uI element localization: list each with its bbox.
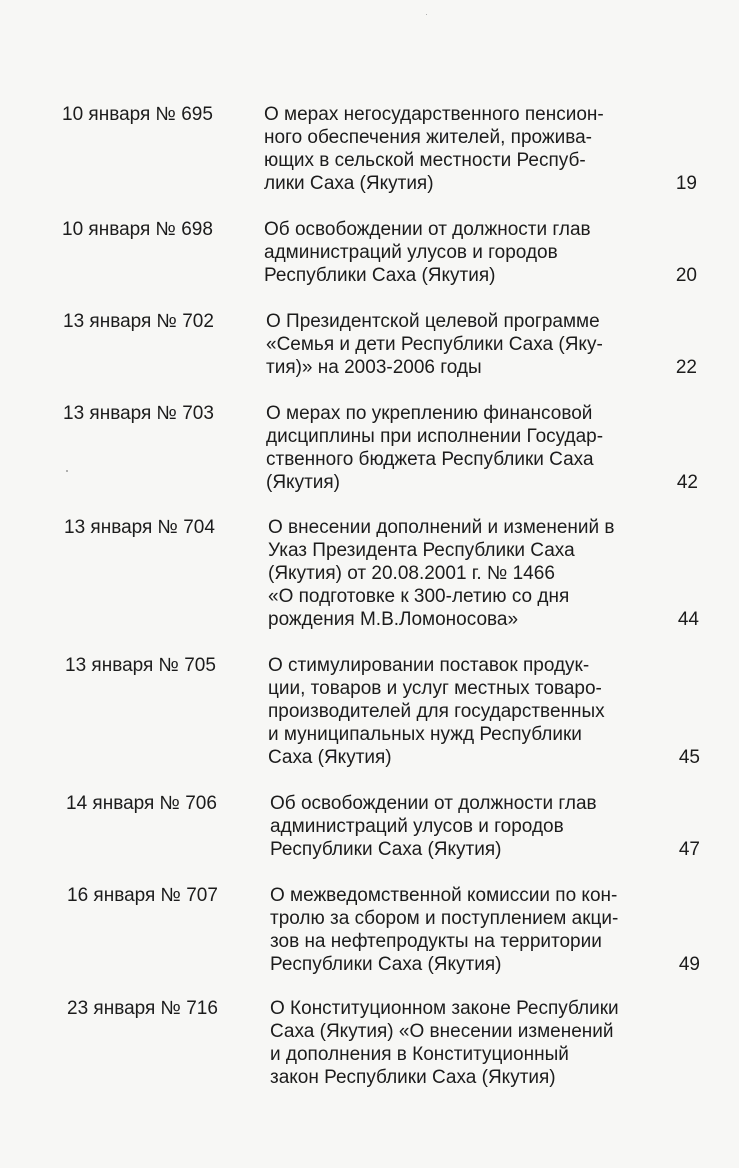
entry-title [270, 997, 619, 1089]
entry-date: 10 января № 695 [62, 104, 213, 125]
entry-date: 23 января № 716 [67, 998, 218, 1019]
entry-title-line: О Президентской целевой программе [266, 311, 600, 332]
entry-title-line: Саха (Якутия) «О внесении изменений [270, 1021, 614, 1042]
entry-title-line: администраций улусов и городов [270, 816, 564, 837]
entry-title-line: (Якутия) [266, 472, 341, 493]
entry-date: 13 января № 704 [64, 517, 215, 538]
entry-title-line: (Якутия) от 20.08.2001 г. № 1466 [268, 563, 555, 584]
entry-title-line: дисциплины при исполнении Государ- [266, 426, 604, 447]
entry-title-line: «О подготовке к 300-летию со дня [268, 586, 570, 607]
entry-title-line: «Семья и дети Республики Саха (Яку- [266, 334, 603, 355]
entry-date: 10 января № 698 [62, 219, 213, 240]
scan-speck [426, 14, 427, 15]
entry-title-line: Республики Саха (Якутия) [270, 839, 502, 860]
entry-date: 16 января № 707 [67, 885, 218, 906]
entry-title-line: О стимулировании поставок продук- [268, 655, 590, 676]
entry-title-line: Республики Саха (Якутия) [270, 954, 502, 975]
entry-title-line: О межведомственной комиссии по кон- [270, 885, 618, 906]
entry-title-line: Республики Саха (Якутия) [264, 265, 496, 286]
entry-title-line: О внесении дополнений и изменений в [268, 517, 615, 538]
entry-title [268, 516, 615, 631]
entry-title [270, 884, 618, 976]
entry-page-number: 42 [676, 472, 698, 493]
entry-title-line: зов на нефтепродукты на территории [270, 931, 602, 952]
entry-title-line: администраций улусов и городов [264, 242, 558, 263]
entry-title [266, 402, 603, 494]
entry-page-number: 44 [677, 609, 699, 630]
entry-title-line: лики Саха (Якутия) [264, 173, 434, 194]
entry-title-line: Об освобождении от должности глав [270, 793, 597, 814]
entry-date: 13 января № 705 [65, 655, 216, 676]
entry-page-number: 19 [675, 173, 697, 194]
entry-title-line: ственного бюджета Республики Саха [266, 449, 594, 470]
entry-title [268, 654, 605, 769]
entry-date: 13 января № 702 [63, 311, 214, 332]
entry-title [264, 218, 591, 287]
scan-speck [66, 470, 68, 472]
entry-title-line: и муниципальных нужд Республики [268, 724, 582, 745]
entry-title-line: О мерах негосударственного пенсион- [264, 104, 604, 125]
entry-title [264, 103, 604, 195]
entry-page-number: 20 [675, 265, 697, 286]
entry-page-number: 45 [678, 747, 700, 768]
entry-date: 13 января № 703 [63, 403, 214, 424]
entry-title-line: О Конституционном законе Республики [270, 998, 619, 1019]
entry-title-line: ции, товаров и услуг местных товаро- [268, 678, 602, 699]
entry-title-line: производителей для государственных [268, 701, 605, 722]
entry-title-line: ного обеспечения жителей, прожива- [264, 127, 592, 148]
entry-title-line: тролю за сбором и поступлением акци- [270, 908, 619, 929]
entry-title [266, 310, 603, 379]
entry-date: 14 января № 706 [66, 793, 217, 814]
entry-title [270, 792, 597, 861]
entry-title-line: Об освобождении от должности глав [264, 219, 591, 240]
entry-page-number: 49 [678, 954, 700, 975]
entry-title-line: Указ Президента Республики Саха [268, 540, 575, 561]
entry-title-line: О мерах по укреплению финансовой [266, 403, 593, 424]
entry-title-line: Саха (Якутия) [268, 747, 392, 768]
entry-title-line: рождения М.В.Ломоносова» [268, 609, 519, 630]
entry-page-number: 22 [675, 357, 697, 378]
entry-title-line: тия)» на 2003-2006 годы [266, 357, 482, 378]
entry-page-number: 47 [678, 839, 700, 860]
entry-title-line: ющих в сельской местности Респуб- [264, 150, 586, 171]
entry-title-line: и дополнения в Конституционный [270, 1044, 569, 1065]
entry-title-line: закон Республики Саха (Якутия) [270, 1067, 556, 1088]
